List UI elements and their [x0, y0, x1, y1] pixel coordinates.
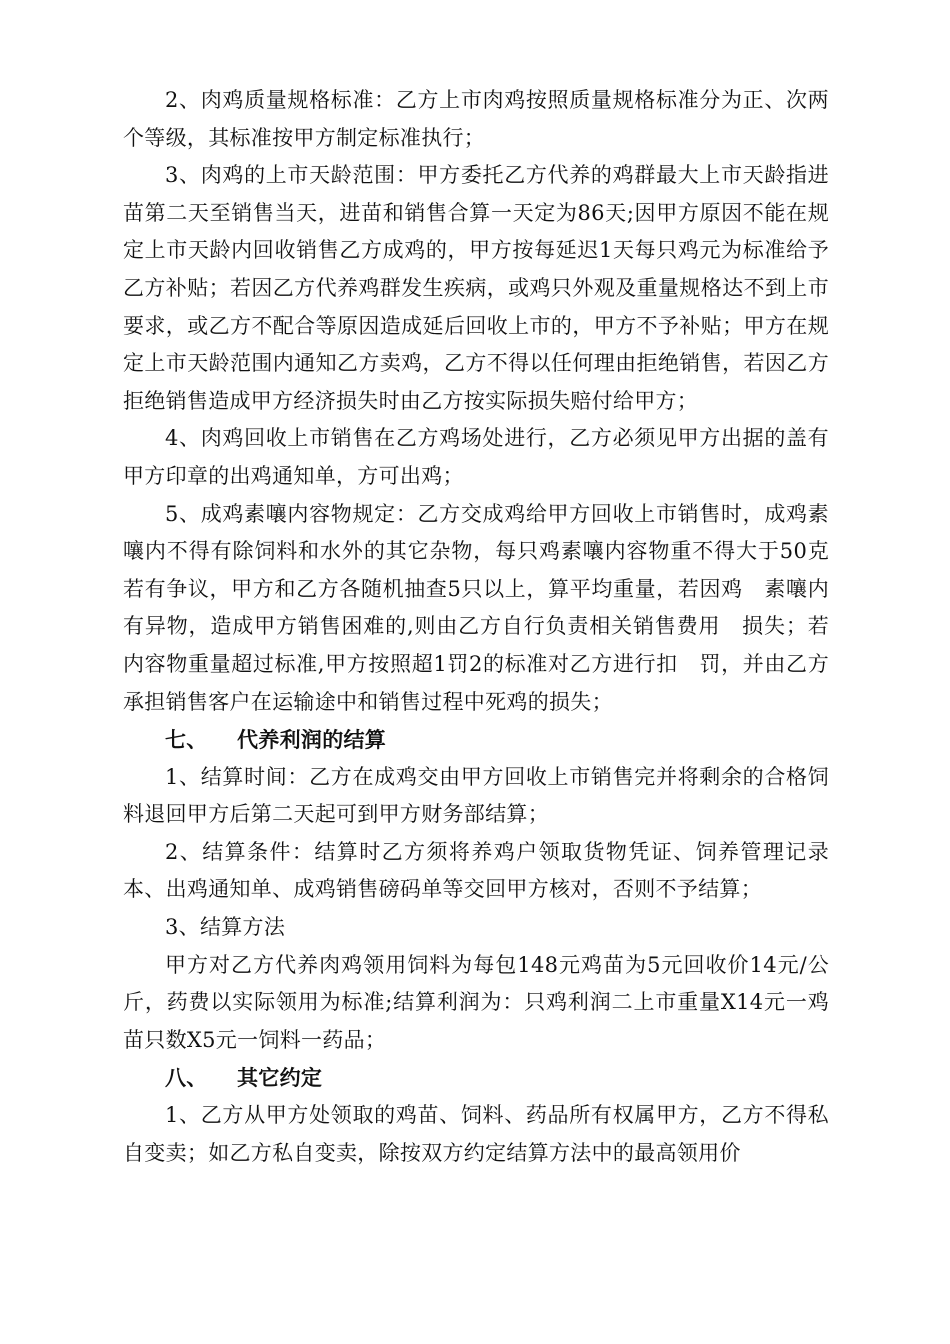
clause-settlement-time: 1、结算时间：乙方在成鸡交由甲方回收上市销售完并将剩余的合格饲料退回甲方后第二天起可到甲方财务部结算；: [123, 764, 829, 827]
section-heading-profit-settlement: [123, 721, 829, 759]
clause-market-age-range: 3、肉鸡的上市天龄范围：甲方委托乙方代养的鸡群最大上市天龄指进苗第二天至销售当天，进苗和销售合算一天定为86天;因甲方原因不能在规定上市天龄内回收销售乙方成鸡的，甲方按每延迟1天每只鸡元为标准给予乙方补贴；若因乙方代养鸡群发生疾病，或鸡只外观及重量规格达不到上市要求，或乙方不配合等原因造成延后回收上市的，甲方不予补贴；甲方在规定上市天龄范围内通知乙方卖鸡，乙方不得以任何理由拒绝销售，若因乙方拒绝销售造成甲方经济损失时由乙方按实际损失赔付给甲方；: [123, 163, 829, 413]
section-number: 八、: [165, 1065, 208, 1091]
clause-ownership: 1、乙方从甲方处领取的鸡苗、饲料、药品所有权属甲方，乙方不得私自变卖；如乙方私自变卖，除按双方约定结算方法中的最高领用价: [123, 1103, 829, 1165]
section-title: 代养利润的结算: [237, 727, 387, 753]
clause-quality-standard: 2、肉鸡质量规格标准：乙方上市肉鸡按照质量规格标准分为正、次两个等级，其标准按甲方制定标准执行；: [123, 88, 829, 150]
clause-settlement-method-title: 3、结算方法: [165, 915, 286, 940]
clause-settlement-conditions: 2、结算条件：结算时乙方须将养鸡户领取货物凭证、饲养管理记录本、出鸡通知单、成鸡销售磅码单等交回甲方核对，否则不予结算；: [123, 839, 829, 902]
document-body: [123, 82, 829, 1172]
section-title: 其它约定: [237, 1065, 323, 1091]
clause-sale-location: 4、肉鸡回收上市销售在乙方鸡场处进行，乙方必须见甲方出据的盖有甲方印章的出鸡通知单，方可出鸡；: [123, 426, 829, 488]
clause-crop-contents: 5、成鸡素嚷内容物规定：乙方交成鸡给甲方回收上市销售时，成鸡素嚷内不得有除饲料和水外的其它杂物，每只鸡素嚷内容物重不得大于50克若有争议，甲方和乙方各随机抽查5只以上，算平均重量，若因鸡 素嚷内有异物，造成甲方销售困难的,则由乙方自行负责相关销售费用 损失；若内容物重量超过标准,甲方按照超1罚2的标准对乙方进行扣 罚，并由乙方承担销售客户在运输途中和销售过程中死鸡的损失；: [123, 501, 829, 714]
clause-settlement-method: 甲方对乙方代养肉鸡领用饲料为每包148元鸡苗为5元回收价14元/公斤，药费以实际领用为标准;结算利润为：只鸡利润二上市重量X14元一鸡苗只数X5元一饲料一药品；: [123, 952, 829, 1052]
section-heading-other-terms: [123, 1059, 829, 1097]
section-number: 七、: [165, 727, 208, 753]
